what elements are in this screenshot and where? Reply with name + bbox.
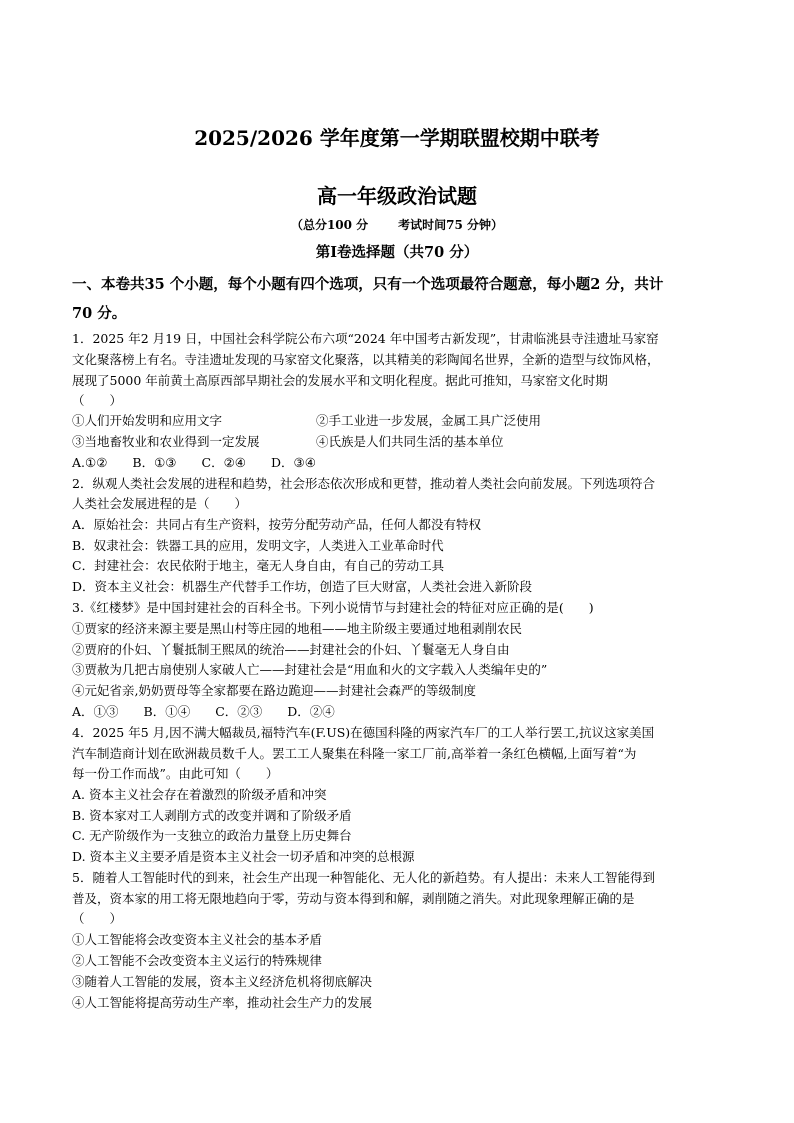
q4-stem-3: 每一份工作而战”。由此可知（ ） [72, 766, 279, 781]
q4-choice-c: C. 无产阶级作为一支独立的政治力量登上历史舞台 [72, 828, 352, 843]
q4-stem-1: 4．2025 年5 月,因不满大幅裁员,福特汽车(F.US)在德国科隆的两家汽车厂的工人举行罢工,抗议这家美国 [72, 725, 655, 740]
q3-option-1: ①贾家的经济来源主要是黑山村等庄园的地租——地主阶级主要通过地租剥削农民 [72, 621, 523, 636]
exam-title: 2025/2026 学年度第一学期联盟校期中联考 [194, 126, 600, 150]
q1-option-2: ②手工业进一步发展，金属工具广泛使用 [316, 413, 542, 428]
q2-choice-d: D．资本主义社会：机器生产代替手工作坊，创造了巨大财富，人类社会进入新阶段 [72, 579, 533, 594]
q1-option-1: ①人们开始发明和应用文字 [72, 413, 223, 428]
q5-option-2: ②人工智能不会改变资本主义运行的特殊规律 [72, 953, 323, 968]
q4-stem-2: 汽车制造商计划在欧洲裁员数千人。罢工工人聚集在科隆一家工厂前,高举着一条红色横幅,上面写着“为 [72, 746, 637, 761]
q2-stem-1: 2．纵观人类社会发展的进程和趋势，社会形态依次形成和更替，推动着人类社会向前发展。下列选项符合 [72, 476, 655, 491]
q3-choices: A．①③ B．①④ C．②③ D．②④ [72, 704, 335, 719]
instructions-line-2: 70 分。 [72, 305, 127, 322]
q5-answer-blank: （ ） [72, 911, 123, 926]
total-score: （总分100 分 [290, 218, 369, 232]
q3-option-2: ②贾府的仆妇、丫鬟抵制王熙凤的统治——封建社会的仆妇、丫鬟毫无人身自由 [72, 642, 510, 657]
q5-stem-1: 5．随着人工智能时代的到来，社会生产出现一种智能化、无人化的新趋势。有人提出：未来人工智能得到 [72, 870, 655, 885]
subject-title: 高一年级政治试题 [317, 184, 477, 208]
q5-option-4: ④人工智能将提高劳动生产率，推动社会生产力的发展 [72, 995, 373, 1010]
q3-option-3: ③贾赦为几把古扇使别人家破人亡——封建社会是“用血和火的文字载入人类编年史的” [72, 662, 548, 677]
q5-stem-2: 普及，资本家的用工将无限地趋向于零，劳动与资本得到和解，剥削随之消失。对此现象理解正确的是 [72, 891, 635, 906]
q2-choice-b: B．奴隶社会：铁器工具的应用，发明文字，人类进入工业革命时代 [72, 538, 444, 553]
q3-option-4: ④元妃省亲,奶奶贾母等全家都要在路边跪迎——封建社会森严的等级制度 [72, 683, 476, 698]
exam-meta [0, 216, 794, 233]
q1-stem-1: 1．2025 年2 月19 日，中国社会科学院公布六项“2024 年中国考古新发现”，甘肃临洮县寺洼遗址马家窑 [72, 331, 659, 346]
q2-choice-c: C．封建社会：农民依附于地主，毫无人身自由，有自己的劳动工具 [72, 558, 445, 573]
q2-choice-a: A．原始社会：共同占有生产资料，按劳分配劳动产品，任何人都没有特权 [72, 517, 482, 532]
q3-stem: 3.《红楼梦》是中国封建社会的百科全书。下列小说情节与封建社会的特征对应正确的是( ) [72, 600, 594, 615]
instructions-line-1: 一、本卷共35 个小题，每个小题有四个选项，只有一个选项最符合题意，每小题2 分，共计 [72, 276, 664, 293]
q1-stem-2: 文化聚落榜上有名。寺洼遗址发现的马家窑文化聚落，以其精美的彩陶闻名世界，全新的造型与纹饰风格， [72, 352, 660, 367]
q1-choices: A.①② B．①③ C．②④ D．③④ [72, 455, 316, 470]
q4-choice-a: A. 资本主义社会存在着激烈的阶级矛盾和冲突 [72, 787, 327, 802]
q1-option-4: ④氏族是人们共同生活的基本单位 [316, 434, 504, 449]
q5-option-1: ①人工智能将会改变资本主义社会的基本矛盾 [72, 932, 323, 947]
q5-option-3: ③随着人工智能的发展，资本主义经济危机将彻底解决 [72, 974, 373, 989]
exam-time: 考试时间75 分钟） [398, 218, 504, 232]
q4-choice-b: B. 资本家对工人剥削方式的改变并调和了阶级矛盾 [72, 808, 352, 823]
q1-stem-3: 展现了5000 年前黄土高原西部早期社会的发展水平和文明化程度。据此可推知，马家窑文化时期 [72, 373, 608, 388]
q1-answer-blank: （ ） [72, 393, 123, 408]
part-title: 第Ⅰ卷选择题（共70 分） [315, 244, 479, 261]
q1-option-3: ③当地畜牧业和农业得到一定发展 [72, 434, 260, 449]
q2-stem-2: 人类社会发展进程的是（ ） [72, 496, 248, 511]
q4-choice-d: D. 资本主义主要矛盾是资本主义社会一切矛盾和冲突的总根源 [72, 849, 415, 864]
